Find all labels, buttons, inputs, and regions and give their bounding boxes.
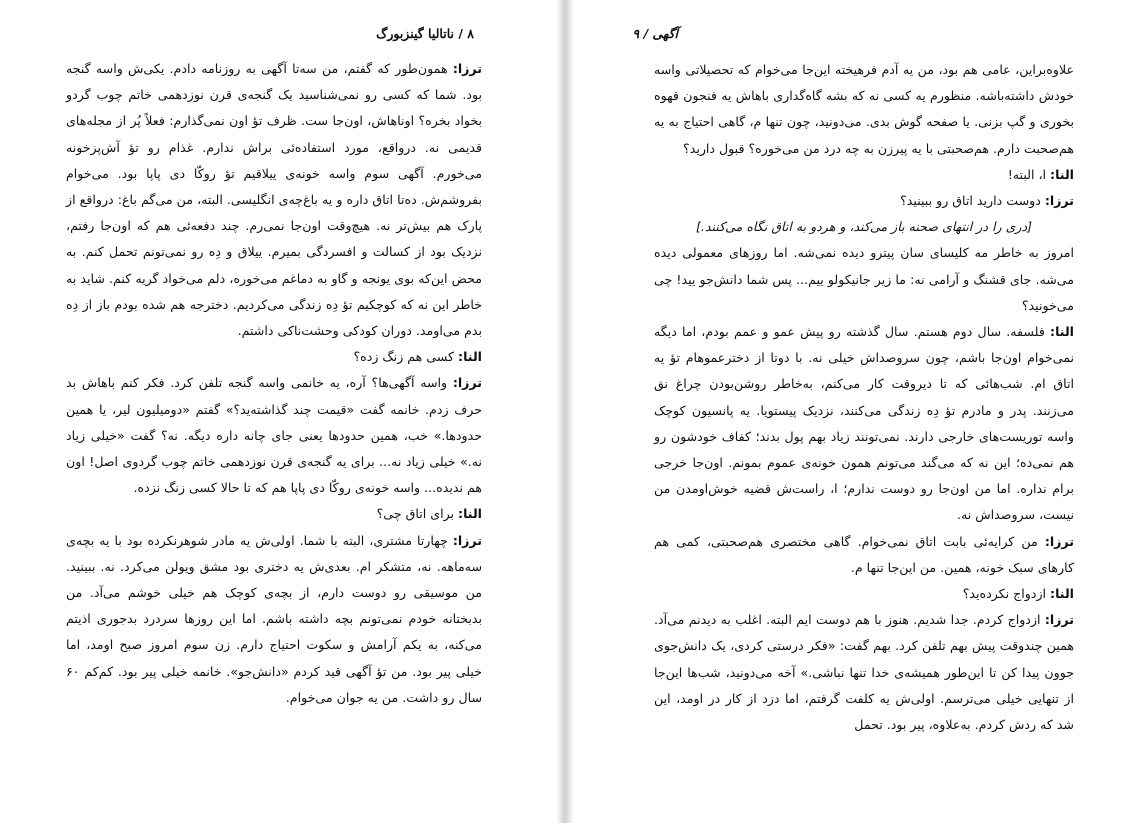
dialogue-paragraph <box>66 501 482 527</box>
speaker-label: ترزا: <box>452 61 482 76</box>
right-page-text <box>654 57 1074 738</box>
dialogue-text: کسی هم زنگ زده؟ <box>353 349 455 365</box>
dialogue-text: واسه آگهی‌ها؟ آره، یه خانمی واسه گنجه تلفن کرد. فکر کنم باهاش بد حرف زدم. خانمه گفت «قیمت چند گذاشته‌ید؟» گفتم «دومیلیون لیر، یا همین حدودها.» خب، همین حدودها یعنی جای چانه داره دیگه. نه؟ گفت «خیلی زیاد نه.» خیلی زیاد نه... برای یه گنجه‌ی قرن نوزدهمی خاتم چوب گردوی اصل! اون هم ندیده... واسه خونه‌ی روکّا دی پاپا هم که تا حالا کسی زنگ نزده. <box>66 375 482 496</box>
left-page-header: ۸ / ناتالیا گینزبورگ <box>376 26 474 41</box>
speaker-label: ترزا: <box>1044 612 1074 628</box>
dialogue-text: همون‌طور که گفتم، من سه‌تا آگهی به روزنامه دادم. یکی‌ش واسه گنجه بود. شما که کسی رو نمی‌شناسید یک گنجه‌ی قرن نوزدهمی خاتم چوب گردو بخواد بخره؟ اوناهاش، اون‌جا ست. ظرف تؤ اون نمی‌گذارم: فعلاً پُر از مجله‌های قدیمی نه. درواقع، مورد استفاده‌ئی براش ندارم. غذام رو تؤ آش‌پزخونه می‌خورم. آگهی سوم واسه خونه‌ی ییلاقیم تؤ روکّا دی پاپا بود. می‌خوام بفروشم‌ش. ده‌تا اتاق داره و یه باغ‌چه‌ی انگلیسی. البته، من می‌گم باغ: درواقع از پارک هم بیش‌تر نه. هیچ‌وقت اون‌جا نمی‌رم. چند دفعه‌ئی هم که اون‌جا رفتم، نزدیک بود از کسالت و افسردگی بمیرم. ییلاق و دِه رو نمی‌تونم تحمل کنم. به محض این‌که بوی یونجه و گاو به دماغم می‌خوره، دلم می‌خواد گریه کنم. شاید به خاطر این نه که کوچکیم تؤ دِه زندگی می‌کردیم. دخترجه هم شده بودم باز از دِه بدم می‌اومد. دوران کودکی وحشت‌ناکی داشتم. <box>66 61 482 339</box>
dialogue-text: چهارتا مشتری، البته با شما. اولی‌ش یه مادر شوهرنکرده بود با یه بچه‌ی سه‌ماهه. نه، متشکر ام. بعدی‌ش یه دختری بود مشق ویولن می‌کرد. نه. ببینید. من موسیقی رو دوست دارم، از بچه‌ی کوچک هم خیلی خوشم می‌آد. من بدبختانه خودم نمی‌تونم بچه داشته باشم. اما این روزها سردرد بدجوری اذیتم می‌کنه، به یکم آرامش و سکوت احتیاج دارم. زن سوم امروز صبح اومد، اما خیلی پیر بود. من تؤ آگهی قید کردم «دانش‌جو». خانمه خیلی پیر بود. کم‌کم ۶۰ سال رو داشت. من یه جوان می‌خوام. <box>66 532 482 705</box>
dialogue-paragraph <box>654 240 1074 319</box>
dialogue-paragraph <box>66 344 482 370</box>
speaker-label: ترزا: <box>452 532 482 548</box>
dialogue-text: ازدواج نکرده‌ید؟ <box>962 586 1047 602</box>
right-page-header: آگهی / ۹ <box>632 26 678 41</box>
dialogue-text: علاوه‌براین، عامی هم بود، من یه آدم فرهیخته این‌جا می‌خوام که تحصیلاتی واسه خودش داشته‌باشه. منظورم یه کسی نه که بشه گاه‌گداری باهاش یه فنجون قهوه بخوری و گپ بزنی. یا صفحه گوش بدی. می‌دونید، چون تنها م، گاهی احتیاج به یه هم‌صحبت دارم. هم‌صحبتی با یه پیرزن به چه درد من می‌خوره؟ قبول دارید؟ <box>654 62 1074 156</box>
dialogue-text: دوست دارید اتاق رو ببینید؟ <box>900 193 1041 209</box>
dialogue-paragraph <box>654 188 1074 214</box>
speaker-label: النا: <box>1050 586 1074 602</box>
dialogue-paragraph <box>654 581 1074 607</box>
speaker-label: النا: <box>458 349 482 365</box>
stage-direction: [دری را در انتهای صحنه باز می‌کند، و هردو به اتاق نگاه می‌کنند.] <box>695 219 1033 235</box>
dialogue-paragraph <box>66 370 482 501</box>
left-page <box>0 0 556 823</box>
speaker-label: ترزا: <box>1044 533 1074 549</box>
dialogue-paragraph <box>654 57 1074 162</box>
right-page <box>574 0 1140 823</box>
dialogue-text: فلسفه. سال دوم هستم. سال گذشته رو پیش عمو و عمم بودم، اما دیگه نمی‌خوام اون‌جا باشم، چون سروصداش خیلی نه. با دوتا از دخترعموهام تؤ یه اتاق ام. شب‌هائی که تا دیروقت کار می‌کنم، به‌خاطر روشن‌بودن چراغ نق می‌زنند. پدر و مادرم تؤ دِه زندگی می‌کنند، نزدیک پیستویا. یه پانسیون کوچک واسه توریست‌های خارجی دارند. نمی‌تونند زیاد بهم پول بدند؛ کفاف خودشون رو هم نمی‌ده؛ این نه که می‌گند می‌تونم همون خونه‌ی عموم بمونم. اون‌جا خرجی برام نداره. اما من اون‌جا رو دوست ندارم؛ ا، راست‌ش قضیه خوش‌اومدن من نیست، سروصداش نه. <box>654 324 1074 523</box>
dialogue-text: ا، البته! <box>1007 166 1047 182</box>
speaker-label: النا: <box>458 506 482 522</box>
dialogue-paragraph <box>66 56 482 344</box>
dialogue-text: برای اتاق چی؟ <box>376 506 455 522</box>
book-gutter <box>556 0 574 823</box>
speaker-label: ترزا: <box>1044 193 1074 209</box>
left-page-text <box>66 56 482 711</box>
speaker-label: ترزا: <box>452 375 482 391</box>
dialogue-paragraph <box>654 607 1074 738</box>
dialogue-paragraph <box>654 319 1074 529</box>
dialogue-paragraph <box>66 528 482 711</box>
dialogue-paragraph <box>654 529 1074 581</box>
dialogue-paragraph <box>654 162 1074 188</box>
dialogue-text: من کرایه‌ئی بابت اتاق نمی‌خوام. گاهی مختصری هم‌صحبتی، کمی هم کارهای سبک خونه، همین. من این‌جا تنها م. <box>654 533 1074 575</box>
dialogue-text: ازدواج کردم. جدا شدیم. هنوز با هم دوست ایم البته. اغلب به دیدنم می‌آد. همین چندوقت پیش بهم تلفن کرد. بهم گفت: «فکر درستی کردی، یک دانش‌جوی جوون پیدا کن تا این‌طور همیشه‌ی خدا تنها نباشی.» آخه می‌دونید، شب‌ها این‌جا از تنهایی خیلی می‌ترسم. اولی‌ش یه کلفت گرفتم، اما دزد از کار در اومد، این شد که ردش کردم. به‌علاوه، پیر بود. تحمل <box>654 612 1074 733</box>
speaker-label: النا: <box>1050 324 1074 340</box>
speaker-label: النا: <box>1050 166 1074 182</box>
dialogue-text: امروز به خاطر مه کلیسای سان پیترو دیده نمی‌شه. اما روزهای معمولی دیده می‌شه. جای قشنگ و آرامی نه: ما زیر جانیکولو ییم... پس شما دانش‌جو یید! چی می‌خونید؟ <box>654 245 1074 313</box>
